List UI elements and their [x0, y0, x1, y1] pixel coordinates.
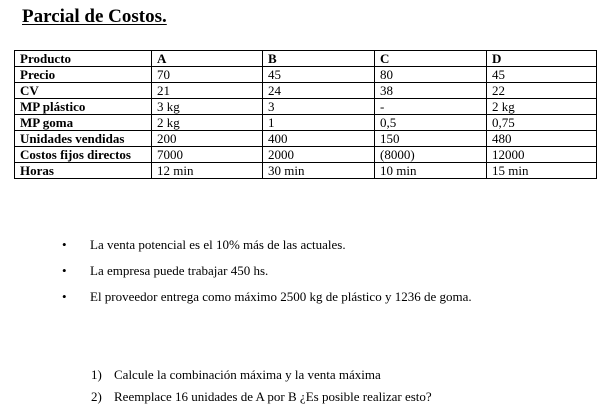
question-text: Calcule la combinación máxima y la venta máxima [114, 367, 381, 382]
table-cell: 7000 [152, 147, 263, 163]
bullet-icon: • [62, 289, 67, 304]
table-cell: 15 min [487, 163, 597, 179]
question-text: Reemplace 16 unidades de A por B ¿Es posible realizar esto? [114, 389, 432, 404]
table-cell: 45 [263, 67, 375, 83]
row-label: MP goma [15, 115, 152, 131]
page-title: Parcial de Costos. [22, 6, 167, 27]
table-cell: 3 kg [152, 99, 263, 115]
table-row-precio [15, 67, 597, 83]
row-label: MP plástico [15, 99, 152, 115]
bullet-icon: • [62, 237, 67, 252]
table-cell: 2 kg [152, 115, 263, 131]
table-cell: (8000) [375, 147, 487, 163]
table-cell: 24 [263, 83, 375, 99]
table-row-costos-fijos [15, 147, 597, 163]
header-cell-b: B [263, 51, 375, 67]
table-cell: 150 [375, 131, 487, 147]
table-cell: 12 min [152, 163, 263, 179]
row-label: Unidades vendidas [15, 131, 152, 147]
row-label: Horas [15, 163, 152, 179]
row-label: Precio [15, 67, 152, 83]
header-cell-c: C [375, 51, 487, 67]
row-label: CV [15, 83, 152, 99]
table-header-row [15, 51, 597, 67]
header-cell-a: A [152, 51, 263, 67]
table-cell: 400 [263, 131, 375, 147]
table-cell: 22 [487, 83, 597, 99]
table-cell: 2000 [263, 147, 375, 163]
table-cell: 70 [152, 67, 263, 83]
table-cell: 30 min [263, 163, 375, 179]
question-number: 2) [91, 389, 102, 404]
note-text: El proveedor entrega como máximo 2500 kg de plástico y 1236 de goma. [90, 289, 472, 304]
header-cell-product: Producto [15, 51, 152, 67]
table-row-horas [15, 163, 597, 179]
question-number: 1) [91, 367, 102, 382]
table-cell: - [375, 99, 487, 115]
table-cell: 3 [263, 99, 375, 115]
table-cell: 200 [152, 131, 263, 147]
table-row-mp-plastico [15, 99, 597, 115]
cost-table [14, 50, 597, 179]
table-row-unidades-vendidas [15, 131, 597, 147]
table-cell: 10 min [375, 163, 487, 179]
table-cell: 45 [487, 67, 597, 83]
note-text: La venta potencial es el 10% más de las actuales. [90, 237, 346, 252]
table-cell: 2 kg [487, 99, 597, 115]
table-cell: 0,5 [375, 115, 487, 131]
table-row-cv [15, 83, 597, 99]
table-cell: 21 [152, 83, 263, 99]
note-text: La empresa puede trabajar 450 hs. [90, 263, 269, 278]
table-cell: 1 [263, 115, 375, 131]
table-row-mp-goma [15, 115, 597, 131]
header-cell-d: D [487, 51, 597, 67]
bullet-icon: • [62, 263, 67, 278]
table-cell: 480 [487, 131, 597, 147]
row-label: Costos fijos directos [15, 147, 152, 163]
table-cell: 12000 [487, 147, 597, 163]
table-cell: 80 [375, 67, 487, 83]
table-cell: 0,75 [487, 115, 597, 131]
table-cell: 38 [375, 83, 487, 99]
